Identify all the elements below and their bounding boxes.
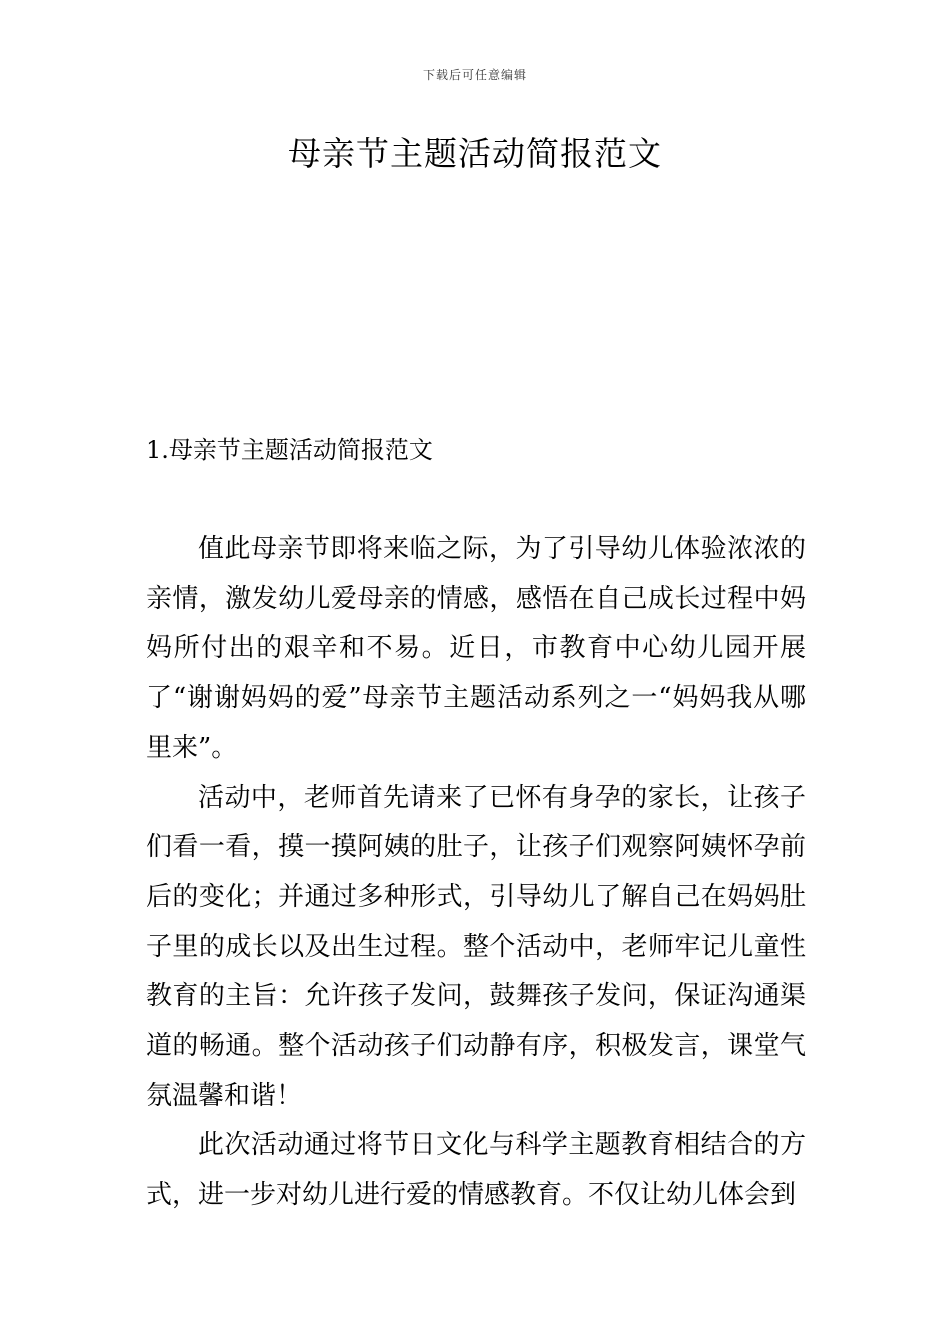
header-note: 下载后可任意编辑 xyxy=(422,68,527,82)
paragraph: 此次活动通过将节日文化与科学主题教育相结合的方式，进一步对幼儿进行爱的情感教育。不仅让幼儿体会到 xyxy=(146,1130,806,1211)
paragraph: 活动中，老师首先请来了已怀有身孕的家长，让孩子们看一看，摸一摸阿姨的肚子，让孩子们观察阿姨怀孕前后的变化；并通过多种形式，引导幼儿了解自己在妈妈肚子里的成长以及出生过程。整个活动中，老师牢记儿童性教育的主旨：允许孩子发问，鼓舞孩子发问，保证沟通渠道的畅通。整个活动孩子们动静有序，积极发言，课堂气氛温馨和谐！ xyxy=(146,782,806,1111)
paragraph: 值此母亲节即将来临之际，为了引导幼儿体验浓浓的亲情，激发幼儿爱母亲的情感，感悟在自己成长过程中妈妈所付出的艰辛和不易。近日，市教育中心幼儿园开展了“谢谢妈妈的爱”母亲节主题活动系列之一“妈妈我从哪里来”。 xyxy=(146,534,806,763)
body-text xyxy=(146,525,806,1221)
document-title: 母亲节主题活动简报范文 xyxy=(288,134,662,173)
section-heading: 1.母亲节主题活动简报范文 xyxy=(146,436,433,464)
